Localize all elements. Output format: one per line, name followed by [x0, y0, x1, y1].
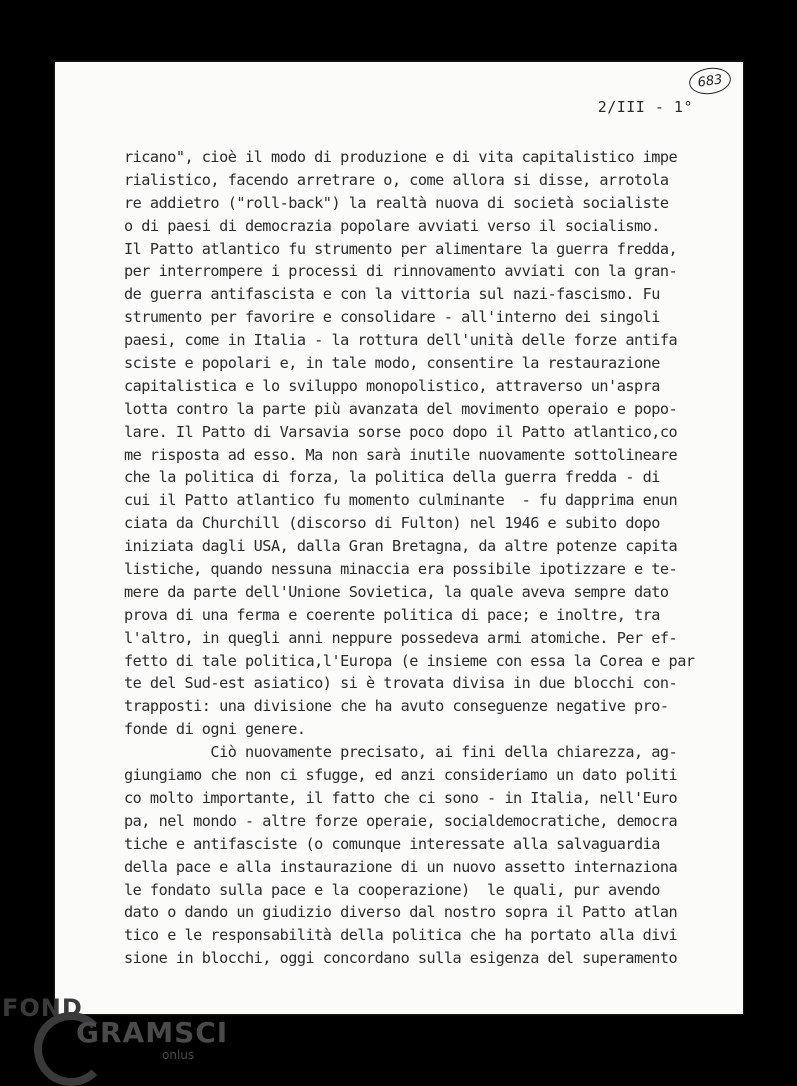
text-line: strumento per favorire e consolidare - all'interno dei singoli [124, 308, 660, 327]
text-line: per interrompere i processi di rinnovamento avviati con la gran- [124, 262, 678, 281]
text-line: capitalistica e lo sviluppo monopolistico, attraverso un'aspra [124, 376, 660, 395]
text-line: re addietro ("roll-back") la realtà nuova di società socialiste [124, 193, 669, 212]
text-line: che la politica di forza, la politica della guerra fredda - di [124, 468, 660, 487]
page-number: 2/III - 1° [597, 98, 693, 116]
watermark-onlus: onlus [162, 1048, 195, 1062]
text-line: Ciò nuovamente precisato, ai fini della chiarezza, ag- [124, 743, 678, 762]
text-line: paesi, come in Italia - la rottura dell'unità delle forze antifa [124, 331, 678, 350]
text-line: tico e le responsabilità della politica che ha portato alla divi [124, 926, 678, 945]
text-line: trapposti: una divisione che ha avuto conseguenze negative pro- [124, 697, 669, 716]
text-line: le fondato sulla pace e la cooperazione) le quali, pur avendo [124, 880, 660, 899]
text-line: me risposta ad esso. Ma non sarà inutile nuovamente sottolineare [124, 445, 678, 464]
text-line: sciste e popolari e, in tale modo, consentire la restaurazione [124, 354, 660, 373]
text-line: Il Patto atlantico fu strumento per alimentare la guerra fredda, [124, 239, 678, 258]
text-line: o di paesi di democrazia popolare avviati verso il socialismo. [124, 216, 660, 235]
text-line: co molto importante, il fatto che ci sono - in Italia, nell'Euro [124, 788, 678, 807]
text-line: dato o dando un giudizio diverso dal nostro sopra il Patto atlan [124, 903, 678, 922]
fondazione-gramsci-watermark [0, 990, 240, 1080]
text-line: iniziata dagli USA, dalla Gran Bretagna, da altre potenze capita [124, 537, 678, 556]
text-line: fetto di tale politica,l'Europa (e insieme con essa la Corea e par [124, 651, 695, 670]
text-line: cui il Patto atlantico fu momento culminante - fu dapprima enun [124, 491, 678, 510]
text-line: te del Sud-est asiatico) si è trovata divisa in due blocchi con- [124, 674, 678, 693]
typewritten-text [124, 146, 695, 970]
text-line: della pace e alla instaurazione di un nuovo assetto internaziona [124, 857, 678, 876]
text-line: rialistico, facendo arretrare o, come allora si disse, arrotola [124, 170, 669, 189]
text-line: de guerra antifascista e con la vittoria sul nazi-fascismo. Fu [124, 285, 660, 304]
text-line: giungiamo che non ci sfugge, ed anzi consideriamo un dato politi [124, 766, 678, 785]
text-line: lotta contro la parte più avanzata del movimento operaio e popo- [124, 399, 678, 418]
watermark-gramsci: GRAMSCI [76, 1016, 229, 1049]
text-line: listiche, quando nessuna minaccia era possibile ipotizzare e te- [124, 560, 678, 579]
archive-number-stamp: 683 [687, 65, 732, 97]
text-line: prova di una ferma e coerente politica di pace; e inoltre, tra [124, 605, 660, 624]
text-line: l'altro, in quegli anni neppure possedeva armi atomiche. Per ef- [124, 628, 678, 647]
text-line: pa, nel mondo - altre forze operaie, socialdemocratiche, democra [124, 811, 678, 830]
text-line: ricano", cioè il modo di produzione e di vita capitalistico impe [124, 148, 678, 166]
watermark-fond: FOND [2, 994, 83, 1022]
text-line: lare. Il Patto di Varsavia sorse poco dopo il Patto atlantico,co [124, 422, 678, 441]
text-line: mere da parte dell'Unione Sovietica, la quale aveva sempre dato [124, 582, 669, 601]
document-page [55, 62, 743, 1014]
text-line: ciata da Churchill (discorso di Fulton) nel 1946 e subito dopo [124, 514, 660, 533]
text-line: sione in blocchi, oggi concordano sulla esigenza del superamento [124, 949, 678, 968]
text-line: fonde di ogni genere. [124, 720, 306, 739]
text-line: tiche e antifasciste (o comunque interessate alla salvaguardia [124, 834, 660, 853]
